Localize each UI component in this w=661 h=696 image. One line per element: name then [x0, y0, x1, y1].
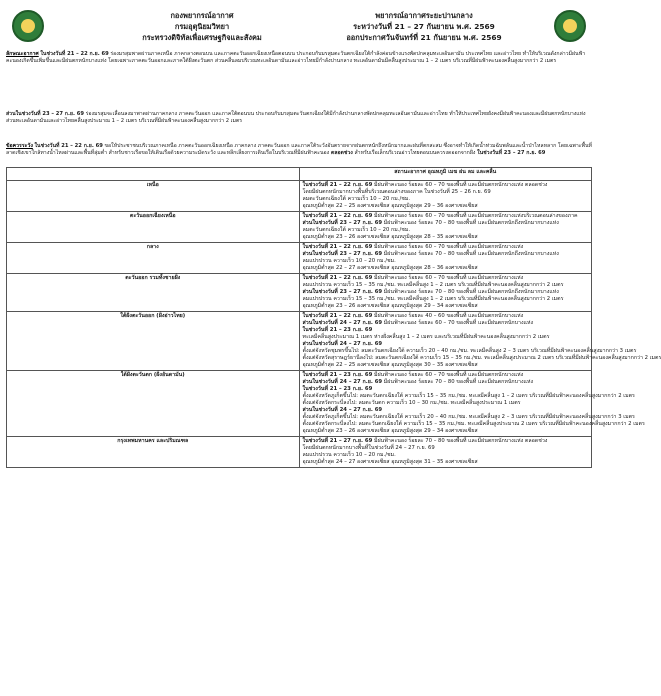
- forecast-text: มีฝนฟ้าคะนอง ร้อยละ 70 – 80 ของพื้นที่ และมีฝนตกหนักบางแห่ง: [382, 379, 534, 385]
- region-cell: ใต้ฝั่งตะวันออก (ฝั่งอ่าวไทย): [7, 312, 300, 371]
- forecast-text: มีฝนฟ้าคะนอง ร้อยละ 60 – 70 ของพื้นที่ และมีฝนตกหนักบางแห่ง: [382, 320, 534, 326]
- forecast-text: ทะเลมีคลื่นสูงประมาณ 1 เมตร ห่างฝั่งคลื่นสูง 1 – 2 เมตร และบริเวณที่มีฝนฟ้าคะนองคลื่นสูงมากกว่า 2 เมตร: [302, 334, 550, 340]
- table-row: [7, 437, 592, 468]
- forecast-period: ระหว่างวันที่ 21 – 27 กันยายน พ.ศ. 2569: [353, 22, 495, 31]
- regional-forecast-table: [6, 167, 661, 468]
- forecast-text: ลมแปรปรวน ความเร็ว 15 – 35 กม./ชม. ทะเลมีคลื่นสูง 1 – 2 เมตร บริเวณที่มีฝนฟ้าคะนองคลื่นสูงมากกว่า 2 เมตร: [302, 282, 564, 288]
- forecast-period: ในช่วงวันที่ 21 – 22 ก.ย. 69: [302, 213, 373, 219]
- forecast-line: [303, 251, 589, 258]
- forecast-cell: [299, 212, 592, 243]
- forecast-text: ลมแปรปรวน ความเร็ว 10 – 20 กม./ชม.: [302, 452, 396, 458]
- summary-label: ลักษณะอากาศ: [6, 51, 39, 57]
- table-row: [7, 243, 592, 274]
- advice-block: [6, 143, 592, 157]
- forecast-text: มีฝนฟ้าคะนอง ร้อยละ 40 – 60 ของพื้นที่ และมีฝนตกหนักบางแห่ง: [372, 313, 524, 319]
- forecast-text: ลมแปรปรวน ความเร็ว 15 – 35 กม./ชม. ทะเลมีคลื่นสูง 1 – 2 เมตร บริเวณที่มีฝนฟ้าคะนองคลื่นสูงมากกว่า 2 เมตร: [302, 296, 564, 302]
- forecast-text: มีฝนฟ้าคะนอง ร้อยละ 70 – 80 ของพื้นที่ และมีฝนตกหนักถึงหนักมากบางแห่ง: [382, 220, 559, 226]
- forecast-line: [303, 282, 589, 289]
- forecast-period: ในช่วงวันที่ 21 – 23 ก.ย. 69: [302, 372, 373, 378]
- forecast-line: [303, 265, 589, 272]
- forecast-text: อุณหภูมิต่ำสุด 23 – 26 องศาเซลเซียส อุณหภูมิสูงสุด 29 – 34 องศาเซลเซียส: [302, 303, 478, 309]
- region-header: [7, 168, 300, 181]
- forecast-line: [303, 313, 589, 320]
- agency-department: กรมอุตุนิยมวิทยา: [174, 22, 230, 31]
- forecast-text: ลมตะวันตกเฉียงใต้ ความเร็ว 10 – 20 กม./ชม.: [302, 196, 410, 202]
- forecast-line: [303, 189, 589, 196]
- forecast-text: มีฝนฟ้าคะนอง ร้อยละ 60 – 70 ของพื้นที่ และมีฝนตกหนักบางแห่ง: [372, 244, 524, 250]
- advice-tail: ตลอดช่วง: [330, 150, 353, 157]
- forecast-text: มีฝนฟ้าคะนอง ร้อยละ 70 – 80 ของพื้นที่ และมีฝนตกหนักถึงหนักมากบางแห่ง: [382, 251, 559, 257]
- table-row: [7, 371, 592, 437]
- forecast-text: อุณหภูมิต่ำสุด 23 – 26 องศาเซลเซียส อุณหภูมิสูงสุด 29 – 34 องศาเซลเซียส: [302, 428, 478, 434]
- forecast-line: [302, 355, 661, 362]
- weather-summary-2: [6, 111, 592, 125]
- agency-division: กองพยากรณ์อากาศ: [170, 11, 234, 20]
- forecast-line: [303, 372, 589, 379]
- agency-block: [122, 10, 282, 43]
- forecast-cell: [299, 181, 592, 212]
- forecast-period: ในช่วงวันที่ 21 – 22 ก.ย. 69: [302, 244, 373, 250]
- table-header-row: [7, 168, 592, 181]
- table-row: [7, 212, 592, 243]
- forecast-text: ตั้งแต่จังหวัดชุมพรขึ้นไป: ลมตะวันตกเฉียงใต้ ความเร็ว 20 – 40 กม./ชม. ทะเลมีคลื่นสูง 2 – 3 เมตร บริเวณที่มีฝนฟ้าคะนองคลื่นสูงมากกว่า 3 เมตร: [302, 348, 637, 354]
- forecast-line: [303, 400, 589, 407]
- region-cell: ตะวันออก รวมทั้งชายฝั่ง: [7, 274, 300, 312]
- forecast-text: ตั้งแต่จังหวัดสุราษฎร์ธานีลงไป: ลมตะวันตกเฉียงใต้ ความเร็ว 15 – 35 กม./ชม. ทะเลมีคลื่นสูงประมาณ 2 เมตร บริเวณที่มีฝนฟ้าคะนองคลื่นสูงมากกว่า 2 เมตร: [302, 355, 661, 361]
- forecast-period: ในช่วงวันที่ 21 – 22 ก.ย. 69: [302, 313, 373, 319]
- forecast-period: ส่วนในช่วงวันที่ 23 – 27 ก.ย. 69: [302, 251, 383, 257]
- table-row: [7, 181, 592, 212]
- summary-text-2: ร่องมรสุมจะเลื่อนลงมาพาดผ่านภาคกลาง ภาคตะวันออก และภาคใต้ตอนบน ประกอบกับมรสุมตะวันตกเฉียงใต้มีกำลังปานกลางพัดปกคลุมทะเลอันดามันและอ่าวไทย ทำให้ประเทศไทยยังคงมีฝนฟ้าคะนองและมีฝนตกหนักบางแห่ง ส่วนทะเลอันดามันและอ่าวไทยคลื่นสูงประมาณ 1 – 2 เมตร บริเวณที่มีฝนฟ้าคะนองคลื่นสูงมากกว่า 2 เมตร: [6, 111, 586, 125]
- issue-date: ออกประกาศวันจันทร์ที่ 21 กันยายน พ.ศ. 2569: [346, 33, 502, 42]
- forecast-line: [303, 296, 589, 303]
- forecast-period: ในช่วงวันที่ 21 – 23 ก.ย. 69: [302, 327, 373, 333]
- forecast-text: ตั้งแต่จังหวัดกระบี่ลงไป: ลมตะวันตก ความเร็ว 10 – 30 กม./ชม. ทะเลมีคลื่นสูงประมาณ 1 เมตร: [302, 400, 521, 406]
- summary-text-1: ร่องมรสุมพาดผ่านภาคเหนือ ภาคกลางตอนบน และภาคตะวันออกเฉียงเหนือตอนบน ประกอบกับมรสุมตะวันตกเฉียงใต้กำลังค่อนข้างแรงพัดปกคลุมทะเลอันดามัน ประเทศไทย และอ่าวไทย ทำให้บริเวณดังกล่าวมีฝนฟ้าคะนองเกิดขึ้นเพิ่มขึ้นและมีฝนตกหนักบางแห่ง โดยเฉพาะภาคตะวันออกและภาคใต้ฝั่งตะวันตก ส่วนคลื่นลมบริเวณทะเลอันดามันและอ่าวไทยมีกำลังปานกลาง ทะเลอันดามันมีคลื่นสูงประมาณ 1 – 2 เมตร บริเวณที่มีฝนฟ้าคะนองคลื่นสูงมากกว่า 2 เมตร: [6, 51, 586, 65]
- forecast-line: [303, 428, 589, 435]
- forecast-line: [303, 379, 589, 386]
- forecast-period: ในช่วงวันที่ 21 – 22 ก.ย. 69: [302, 182, 373, 188]
- conditions-header: สถานะอากาศ อุณหภูมิ เมฆ ฝน ลม และคลื่น: [299, 168, 592, 181]
- forecast-line: [303, 362, 589, 369]
- region-cell: กรุงเทพมหานคร และปริมณฑล: [7, 437, 300, 468]
- advice-period: ในช่วงวันที่ 21 – 22 ก.ย. 69: [34, 143, 103, 149]
- forecast-period: ส่วนในช่วงวันที่ 24 – 27 ก.ย. 69: [302, 379, 383, 385]
- forecast-period: ส่วนในช่วงวันที่ 24 – 27 ก.ย. 69: [302, 407, 383, 413]
- forecast-text: อุณหภูมิต่ำสุด 23 – 26 องศาเซลเซียส อุณหภูมิสูงสุด 28 – 35 องศาเซลเซียส: [302, 234, 478, 240]
- forecast-text: มีฝนฟ้าคะนอง ร้อยละ 60 – 70 ของพื้นที่ และมีฝนตกหนักบางแห่งบริเวณตอนล่างของภาค: [372, 213, 578, 219]
- forecast-text: ตั้งแต่จังหวัดภูเก็ตขึ้นไป: ลมตะวันตกเฉียงใต้ ความเร็ว 20 – 40 กม./ชม. ทะเลมีคลื่นสูง 2 – 3 เมตร บริเวณที่มีฝนฟ้าคะนองคลื่นสูงมากกว่า 3 เมตร: [302, 414, 635, 420]
- forecast-line: [303, 303, 589, 310]
- title-block: [324, 10, 524, 43]
- forecast-period: ในช่วงวันที่ 21 – 22 ก.ย. 69: [302, 275, 373, 281]
- forecast-line: [303, 275, 589, 282]
- forecast-period: ส่วนในช่วงวันที่ 23 – 27 ก.ย. 69: [302, 220, 383, 226]
- advice-tail-2: สำหรับเรือเล็กบริเวณอ่าวไทยตอนบนควรงดออกจากฝั่ง: [354, 150, 476, 157]
- tmd-logo-icon: [12, 10, 44, 42]
- forecast-text: อุณหภูมิต่ำสุด 24 – 27 องศาเซลเซียส อุณหภูมิสูงสุด 31 – 35 องศาเซลเซียส: [302, 459, 478, 465]
- forecast-cell: [299, 274, 592, 312]
- forecast-line: [302, 421, 645, 428]
- forecast-line: [303, 196, 589, 203]
- forecast-line: [303, 327, 589, 334]
- forecast-cell: [299, 243, 592, 274]
- forecast-text: ตั้งแต่จังหวัดกระบี่ลงไป: ลมตะวันตกเฉียงใต้ ความเร็ว 15 – 35 กม./ชม. ทะเลมีคลื่นสูงประมาณ 2 เมตร บริเวณที่มีฝนฟ้าคะนองคลื่นสูงมากกว่า 2 เมตร: [302, 421, 645, 427]
- forecast-line: [303, 234, 589, 241]
- forecast-text: โดยมีฝนตกหนักมากบางพื้นที่ในช่วงวันที่ 24 – 27 ก.ย. 69: [302, 445, 435, 451]
- forecast-cell: [299, 312, 661, 371]
- forecast-text: ลมตะวันตกเฉียงใต้ ความเร็ว 10 – 20 กม./ชม.: [302, 227, 410, 233]
- forecast-line: [303, 289, 589, 296]
- forecast-period: ส่วนในช่วงวันที่ 23 – 27 ก.ย. 69: [302, 289, 383, 295]
- forecast-line: [303, 386, 589, 393]
- table-row: [7, 274, 592, 312]
- forecast-line: [302, 393, 635, 400]
- forecast-cell: [299, 437, 592, 468]
- forecast-line: [303, 227, 589, 234]
- weather-summary: [6, 51, 592, 65]
- forecast-period: ในช่วงวันที่ 21 – 23 ก.ย. 69: [302, 386, 373, 392]
- forecast-cell: [299, 371, 645, 437]
- forecast-line: [303, 244, 589, 251]
- forecast-text: มีฝนฟ้าคะนอง ร้อยละ 60 – 70 ของพื้นที่ และมีฝนตกหนักบางแห่ง: [372, 275, 524, 281]
- table-row: [7, 312, 592, 371]
- forecast-line: [303, 445, 589, 452]
- forecast-line: [303, 320, 589, 327]
- forecast-text: โดยมีฝนตกหนักมากบางพื้นที่บริเวณตอนล่างของภาค ในช่วงวันที่ 25 – 26 ก.ย. 69: [302, 189, 491, 195]
- region-cell: กลาง: [7, 243, 300, 274]
- forecast-text: อุณหภูมิต่ำสุด 22 – 25 องศาเซลเซียส อุณหภูมิสูงสุด 29 – 36 องศาเซลเซียส: [302, 203, 478, 209]
- forecast-line: [303, 341, 589, 348]
- forecast-period: ส่วนในช่วงวันที่ 24 – 27 ก.ย. 69: [302, 341, 383, 347]
- forecast-line: [303, 182, 589, 189]
- summary-period-2: ส่วนในช่วงวันที่ 23 – 27 ก.ย. 69: [6, 111, 84, 117]
- region-cell: ตะวันออกเฉียงเหนือ: [7, 212, 300, 243]
- forecast-text: ตั้งแต่จังหวัดภูเก็ตขึ้นไป: ลมตะวันตกเฉียงใต้ ความเร็ว 15 – 35 กม./ชม. ทะเลมีคลื่นสูง 1 – 2 เมตร บริเวณที่มีฝนฟ้าคะนองคลื่นสูงมากกว่า 2 เมตร: [302, 393, 635, 399]
- forecast-text: มีฝนฟ้าคะนอง ร้อยละ 60 – 70 ของพื้นที่ และมีฝนตกหนักบางแห่ง ตลอดช่วง: [372, 182, 548, 188]
- forecast-title: พยากรณ์อากาศระยะปานกลาง: [375, 11, 473, 20]
- forecast-line: [303, 203, 589, 210]
- forecast-line: [303, 220, 589, 227]
- forecast-line: [302, 348, 637, 355]
- region-cell: เหนือ: [7, 181, 300, 212]
- forecast-text: มีฝนฟ้าคะนอง ร้อยละ 70 – 80 ของพื้นที่ และมีฝนตกหนักถึงหนักมากบางแห่ง: [382, 289, 559, 295]
- forecast-text: อุณหภูมิต่ำสุด 22 – 25 องศาเซลเซียส อุณหภูมิสูงสุด 30 – 35 องศาเซลเซียส: [302, 362, 478, 368]
- document-header: [8, 8, 590, 48]
- forecast-text: มีฝนฟ้าคะนอง ร้อยละ 70 – 80 ของพื้นที่ และมีฝนตกหนักบางแห่ง ตลอดช่วง: [372, 438, 548, 444]
- region-cell: ใต้ฝั่งตะวันตก (ฝั่งอันดามัน): [7, 371, 300, 437]
- forecast-text: มีฝนฟ้าคะนอง ร้อยละ 60 – 70 ของพื้นที่ และมีฝนตกหนักบางแห่ง: [372, 372, 524, 378]
- forecast-line: [303, 258, 589, 265]
- forecast-period: ในช่วงวันที่ 21 – 27 ก.ย. 69: [302, 438, 373, 444]
- forecast-line: [303, 213, 589, 220]
- forecast-line: [303, 438, 589, 445]
- forecast-line: [303, 334, 589, 341]
- summary-period-1: ในช่วงวันที่ 21 – 22 ก.ย. 69: [40, 51, 109, 57]
- advice-text: ขอให้ประชาชนบริเวณภาคเหนือ ภาคตะวันออกเฉียงเหนือ ภาคกลาง ภาคตะวันออก และภาคใต้ระวังอันตรายจากฝนตกหนักถึงหนักมากและฝนที่ตกสะสม ซึ่งอาจทำให้เกิดน้ำท่วมฉับพลันและน้ำป่าไหลหลาก โดยเฉพาะพื้นที่ลาดเชิงเขาใกล้ทางน้ำไหลผ่านและพื้นที่ลุ่มต่ำ สำหรับชาวเรือขอให้เดินเรือด้วยความระมัดระวัง และหลีกเลี่ยงการเดินเรือในบริเวณที่มีฝนฟ้าคะนอง: [6, 143, 592, 157]
- forecast-line: [302, 414, 635, 421]
- forecast-line: [303, 407, 589, 414]
- forecast-text: ลมแปรปรวน ความเร็ว 10 – 20 กม./ชม.: [302, 258, 396, 264]
- forecast-period: ส่วนในช่วงวันที่ 24 – 27 ก.ย. 69: [302, 320, 383, 326]
- forecast-text: อุณหภูมิต่ำสุด 22 – 27 องศาเซลเซียส อุณหภูมิสูงสุด 28 – 36 องศาเซลเซียส: [302, 265, 478, 271]
- advice-label: ข้อควรระวัง: [6, 143, 33, 149]
- forecast-line: [303, 459, 589, 466]
- ministry-seal-icon: [554, 10, 586, 42]
- advice-tail-3: ในช่วงวันที่ 23 – 27 ก.ย. 69: [477, 150, 546, 157]
- agency-ministry: กระทรวงดิจิทัลเพื่อเศรษฐกิจและสังคม: [142, 33, 262, 42]
- forecast-line: [303, 452, 589, 459]
